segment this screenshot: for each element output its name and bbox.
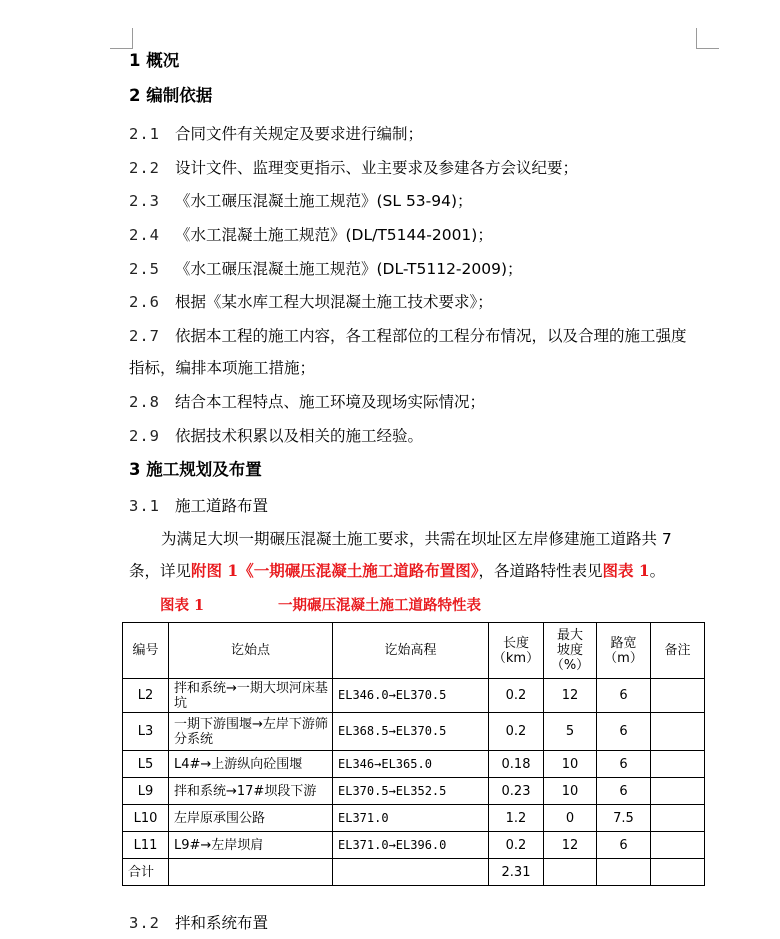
section-heading-2: 2 编制依据 — [129, 86, 213, 105]
subsection-title: 施工道路布置 — [175, 497, 269, 515]
cell-id: L10 — [123, 805, 169, 832]
basis-num: 2.3 — [129, 192, 160, 210]
basis-text: 根据《某水库工程大坝混凝土施工技术要求》； — [175, 293, 493, 311]
cell-width: 7.5 — [597, 805, 651, 832]
basis-text: 依据本工程的施工内容，各工程部位的工程分布情况，以及合理的施工强度 — [175, 327, 687, 345]
header-cell: 讫始点 — [169, 623, 333, 679]
cell-note — [651, 778, 705, 805]
cell-slope: 0 — [544, 805, 597, 832]
paragraph-text: ，各道路特性表见 — [478, 562, 603, 580]
basis-text: 《水工碾压混凝土施工规范》(DL-T5112-2009)； — [175, 260, 523, 278]
subsection-3-1 — [129, 496, 268, 516]
basis-item — [129, 292, 493, 312]
cell-route: 一期下游围堰→左岸下游筛分系统 — [169, 713, 333, 751]
cell-note — [651, 832, 705, 859]
cell-width: 6 — [597, 778, 651, 805]
crop-mark-top-right — [696, 28, 719, 49]
cell-slope: 12 — [544, 832, 597, 859]
cell-length: 1.2 — [489, 805, 544, 832]
cell-note — [651, 751, 705, 778]
road-characteristics-table — [122, 622, 705, 886]
cell-id: L11 — [123, 832, 169, 859]
paragraph-text: 。 — [649, 562, 666, 580]
section-heading-1: 1 概况 — [129, 51, 180, 70]
table-caption-title: 一期碾压混凝土施工道路特性表 — [278, 597, 481, 614]
table-reference-link[interactable]: 图表 1 — [602, 561, 650, 580]
cell-empty — [333, 859, 489, 886]
table-row — [123, 778, 705, 805]
cell-id: L2 — [123, 679, 169, 713]
basis-num: 2.8 — [129, 393, 160, 411]
basis-text: 合同文件有关规定及要求进行编制； — [175, 125, 424, 143]
basis-text: 《水工碾压混凝土施工规范》(SL 53-94)； — [175, 192, 473, 210]
cell-length: 0.2 — [489, 713, 544, 751]
table-row — [123, 713, 705, 751]
cell-note — [651, 713, 705, 751]
header-cell: 备注 — [651, 623, 705, 679]
cell-total-label: 合计 — [123, 859, 169, 886]
header-cell: 长度 （km） — [489, 623, 544, 679]
paragraph-line: 为满足大坝一期碾压混凝土施工要求，共需在坝址区左岸修建施工道路共 7 — [161, 530, 672, 548]
cell-width: 6 — [597, 679, 651, 713]
cell-route: 拌和系统→一期大坝河床基坑 — [169, 679, 333, 713]
header-cell: 路宽 （m） — [597, 623, 651, 679]
table-total-row — [123, 859, 705, 886]
cell-width: 6 — [597, 751, 651, 778]
cell-empty — [544, 859, 597, 886]
cell-route: 拌和系统→17#坝段下游 — [169, 778, 333, 805]
table-row — [123, 805, 705, 832]
cell-id: L3 — [123, 713, 169, 751]
basis-text: 结合本工程特点、施工环境及现场实际情况； — [175, 393, 486, 411]
basis-item — [129, 259, 523, 279]
section-heading-3: 3 施工规划及布置 — [129, 460, 262, 479]
basis-item-continuation: 指标，编排本项施工措施； — [129, 359, 316, 377]
paragraph-line — [129, 561, 665, 581]
basis-text: 设计文件、监理变更指示、业主要求及参建各方会议纪要； — [175, 159, 579, 177]
cell-length: 0.2 — [489, 832, 544, 859]
cell-id: L9 — [123, 778, 169, 805]
subsection-3-2 — [129, 913, 268, 933]
basis-num: 2.7 — [129, 327, 160, 345]
cell-elevation: EL371.0→EL396.0 — [333, 832, 489, 859]
cell-elevation: EL368.5→EL370.5 — [333, 713, 489, 751]
cell-slope: 5 — [544, 713, 597, 751]
table-caption-label: 图表 1 — [160, 597, 205, 614]
table-row — [123, 751, 705, 778]
subsection-num: 3.1 — [129, 497, 160, 515]
cell-width: 6 — [597, 832, 651, 859]
cell-route: L9#→左岸坝肩 — [169, 832, 333, 859]
cell-elevation: EL346.0→EL370.5 — [333, 679, 489, 713]
cell-empty — [169, 859, 333, 886]
basis-num: 2.5 — [129, 260, 160, 278]
basis-num: 2.6 — [129, 293, 160, 311]
basis-num: 2.4 — [129, 226, 160, 244]
cell-elevation: EL370.5→EL352.5 — [333, 778, 489, 805]
cell-route: L4#→上游纵向砼围堰 — [169, 751, 333, 778]
basis-item — [129, 426, 423, 446]
basis-text: 依据技术积累以及相关的施工经验。 — [175, 427, 424, 445]
basis-text: 《水工混凝土施工规范》(DL/T5144-2001)； — [175, 226, 493, 244]
header-cell: 编号 — [123, 623, 169, 679]
basis-item — [129, 191, 473, 211]
cell-route: 左岸原承围公路 — [169, 805, 333, 832]
header-cell: 最大 坡度 （%） — [544, 623, 597, 679]
cell-length: 0.2 — [489, 679, 544, 713]
cell-elevation: EL371.0 — [333, 805, 489, 832]
cell-empty — [597, 859, 651, 886]
cell-width: 6 — [597, 713, 651, 751]
basis-num: 2.2 — [129, 159, 160, 177]
basis-item — [129, 326, 687, 346]
table-header-row — [123, 623, 705, 679]
cell-empty — [651, 859, 705, 886]
basis-item — [129, 392, 485, 412]
cell-length: 0.18 — [489, 751, 544, 778]
basis-num: 2.1 — [129, 125, 160, 143]
header-cell: 讫始高程 — [333, 623, 489, 679]
figure-reference-link[interactable]: 附图 1《一期碾压混凝土施工道路布置图》 — [191, 561, 479, 580]
basis-item — [129, 225, 493, 245]
basis-item — [129, 124, 423, 144]
cell-id: L5 — [123, 751, 169, 778]
basis-num: 2.9 — [129, 427, 160, 445]
cell-note — [651, 679, 705, 713]
subsection-num: 3.2 — [129, 914, 160, 932]
cell-note — [651, 805, 705, 832]
cell-slope: 12 — [544, 679, 597, 713]
subsection-title: 拌和系统布置 — [175, 914, 269, 932]
cell-slope: 10 — [544, 751, 597, 778]
cell-length: 0.23 — [489, 778, 544, 805]
table-row — [123, 832, 705, 859]
cell-elevation: EL346→EL365.0 — [333, 751, 489, 778]
paragraph-text: 条，详见 — [129, 562, 192, 580]
crop-mark-top-left — [110, 28, 133, 49]
table-row — [123, 679, 705, 713]
cell-total-length: 2.31 — [489, 859, 544, 886]
basis-item — [129, 158, 578, 178]
cell-slope: 10 — [544, 778, 597, 805]
